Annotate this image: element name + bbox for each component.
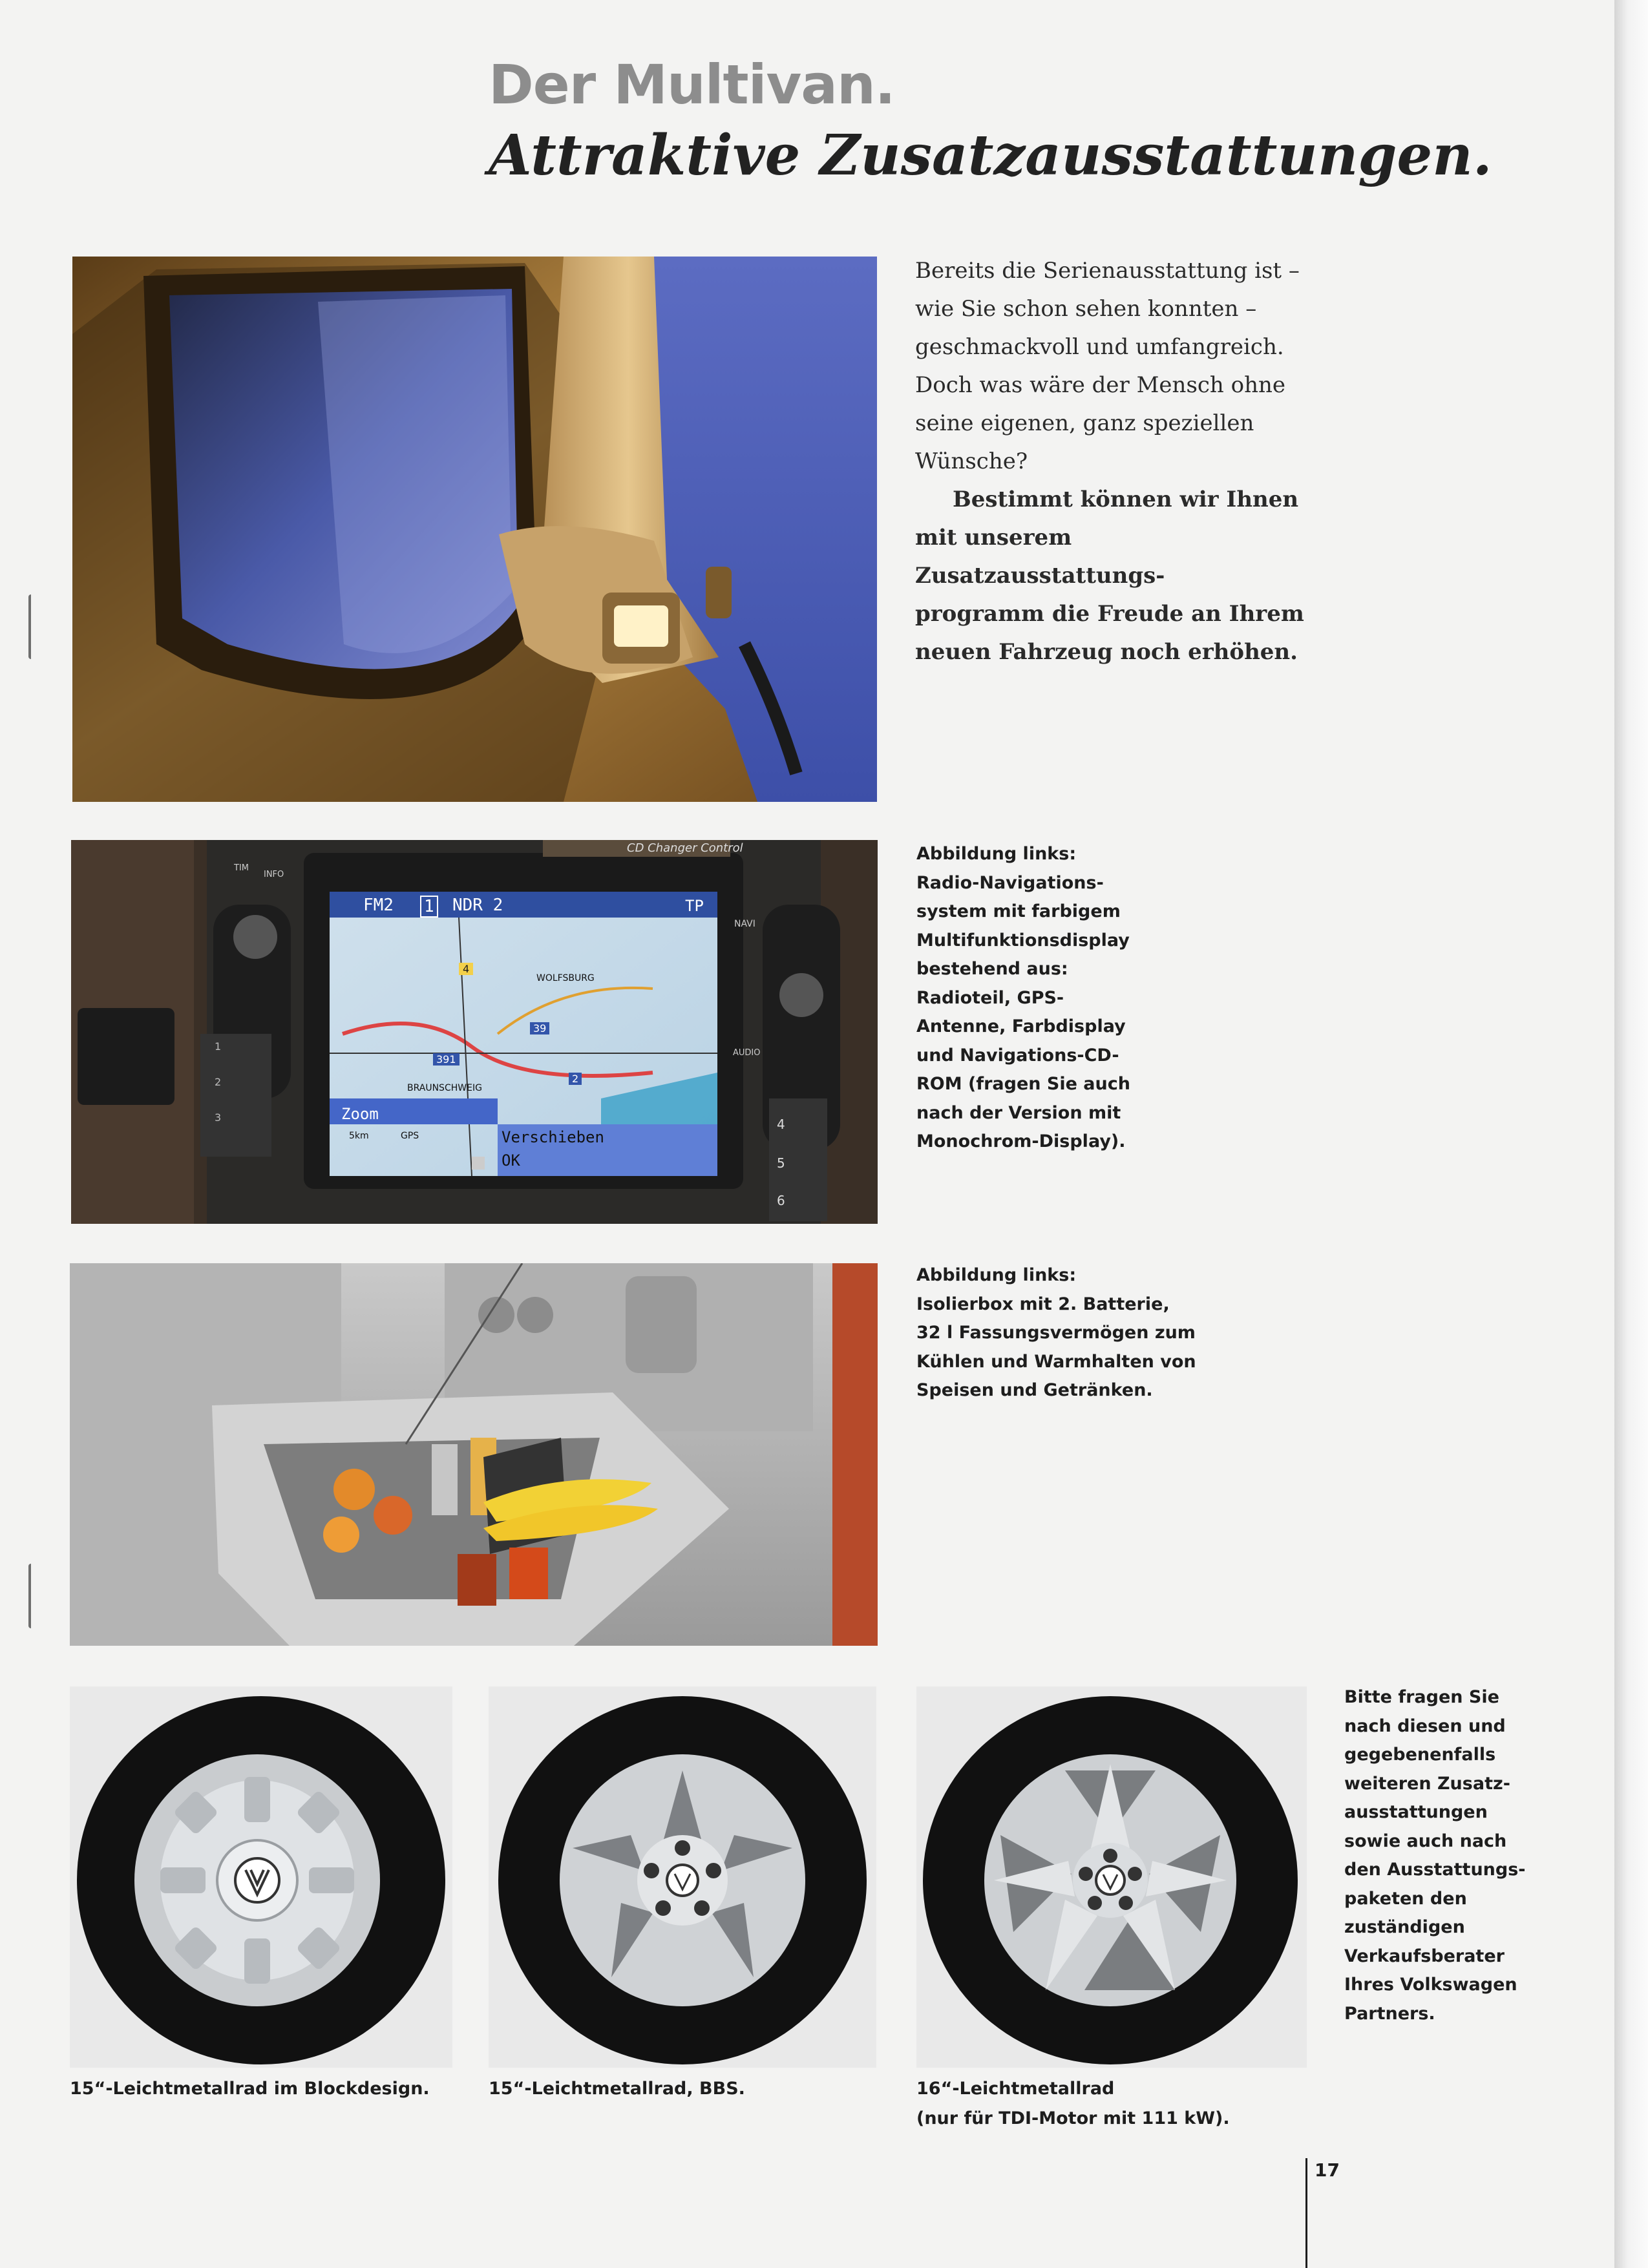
wheel-16-inch-photo [916,1686,1307,2068]
wheel-blockdesign-photo [70,1686,452,2068]
note-line: Verkaufsberater [1344,1946,1505,1966]
caption-line: ROM (fragen Sie auch [916,1074,1130,1094]
zoom-label: Zoom [341,1105,379,1123]
info-button-label: INFO [264,870,284,879]
intro-bold-line: mit unserem Zusatzausstattungs- [915,525,1165,589]
note-line: ausstattungen [1344,1802,1488,1822]
caption-line: 15“-Leichtmetallrad im Blockdesign. [70,2079,430,2099]
traffic-program-label: TP [685,897,704,915]
staple-top [28,594,37,659]
sunroof-photo [72,257,877,802]
caption-line: (nur für TDI-Motor mit 111 kW). [916,2108,1230,2128]
intro-line: wie Sie schon sehen konnten – [915,296,1257,322]
map-road-4: 4 [459,963,473,975]
caption-line: Abbildung links: [916,1265,1077,1285]
caption-line: 32 l Fassungsvermögen zum [916,1323,1196,1343]
note-line: Bitte fragen Sie [1344,1687,1499,1707]
note-line: gegebenenfalls [1344,1745,1496,1765]
radio-preset-label: 1 [420,896,438,918]
map-road-39: 39 [530,1022,549,1034]
note-line: Ihres Volkswagen [1344,1975,1517,1995]
caption-line: 15“-Leichtmetallrad, BBS. [489,2079,745,2099]
intro-line: Wünsche? [915,448,1028,474]
caption-line: bestehend aus: [916,959,1068,979]
staple-bottom [28,1564,37,1628]
wheel-bbs-caption [489,2074,745,2104]
note-line: nach diesen und [1344,1716,1506,1736]
map-city-wolfsburg: WOLFSBURG [536,973,595,983]
caption-line: Radio-Navigations- [916,872,1104,893]
menu-ok-item: OK [502,1151,520,1170]
navigation-photo [71,840,878,1224]
intro-bold-line: Bestimmt können wir Ihnen [953,487,1299,512]
intro-text [915,252,1329,671]
page-number-rule [1305,2158,1307,2268]
preset-2-label: 2 [215,1076,222,1088]
note-line: zuständigen [1344,1917,1465,1937]
wheel-16-inch-caption [916,2074,1230,2134]
intro-bold-line: neuen Fahrzeug noch erhöhen. [915,639,1298,665]
caption-line: Radioteil, GPS- [916,987,1064,1008]
caption-line: Isolierbox mit 2. Batterie, [916,1294,1170,1314]
page-edge [1614,0,1648,2268]
tim-button-label: TIM [234,863,249,873]
intro-line: geschmackvoll und umfangreich. [915,334,1284,360]
navi-button-label: NAVI [734,919,755,929]
map-city-braunschweig: BRAUNSCHWEIG [407,1083,482,1093]
intro-line: seine eigenen, ganz speziellen [915,410,1254,436]
caption-line: Abbildung links: [916,844,1077,864]
coolbox-caption [916,1261,1252,1405]
preset-6-label: 6 [777,1193,785,1208]
radio-station-label: NDR 2 [452,896,503,915]
caption-line: Multifunktionsdisplay [916,930,1130,950]
radio-band-label: FM2 [363,896,394,915]
navigation-caption [916,840,1227,1157]
caption-line: 16“-Leichtmetallrad [916,2079,1115,2099]
page-title: Der Multivan. [489,53,895,116]
wheel-blockdesign-caption [70,2074,430,2104]
wheel-bbs-photo [489,1686,876,2068]
caption-line: system mit farbigem [916,901,1121,921]
intro-line: Bereits die Serienausstattung ist – [915,258,1300,284]
map-road-2: 2 [569,1073,582,1085]
preset-1-label: 1 [215,1040,222,1053]
audio-button-label: AUDIO [733,1048,761,1058]
coolbox-photo [70,1263,878,1646]
menu-move-item: Verschieben [502,1128,604,1146]
note-line: den Ausstattungs- [1344,1860,1526,1880]
caption-line: Speisen und Getränken. [916,1380,1153,1400]
caption-line: Antenne, Farbdisplay [916,1016,1126,1036]
preset-3-label: 3 [215,1111,222,1124]
intro-bold-line: programm die Freude an Ihrem [915,601,1304,627]
caption-line: Kühlen und Warmhalten von [916,1351,1196,1372]
note-line: sowie auch nach [1344,1831,1507,1851]
caption-line: nach der Version mit [916,1102,1121,1123]
caption-line: und Navigations-CD- [916,1045,1119,1066]
note-line: weiteren Zusatz- [1344,1773,1510,1794]
map-road-391: 391 [433,1053,460,1066]
caption-line: Monochrom-Display). [916,1131,1126,1151]
intro-line: Doch was wäre der Mensch ohne [915,372,1286,398]
preset-4-label: 4 [777,1117,785,1132]
note-line: Partners. [1344,2003,1435,2024]
dealer-note [1344,1683,1577,2028]
cd-changer-label: CD Changer Control [627,841,743,855]
page-subtitle: Attraktive Zusatzausstattungen. [489,123,1492,188]
preset-5-label: 5 [777,1155,785,1171]
gps-label: GPS [401,1131,419,1141]
zoom-scale-label: 5km [349,1131,369,1141]
note-line: paketen den [1344,1888,1467,1909]
page-number: 17 [1315,2159,1340,2181]
